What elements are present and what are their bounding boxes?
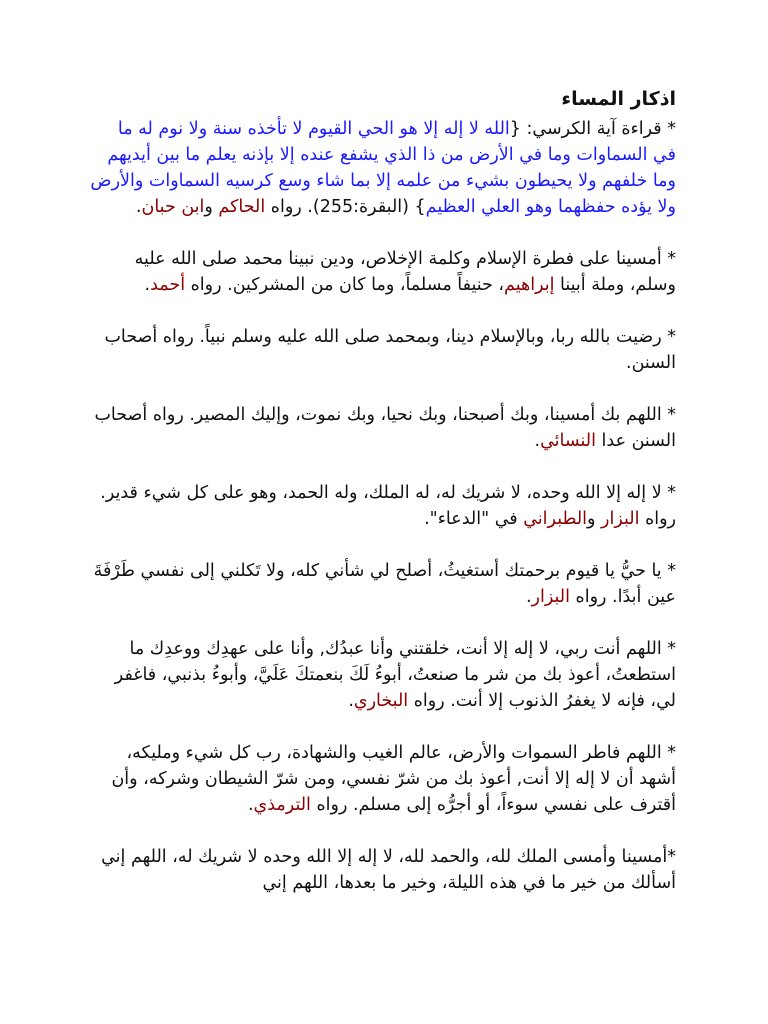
- paragraph-text: في "الدعاء".: [424, 509, 524, 529]
- dhikr-paragraph: [90, 402, 676, 454]
- dhikr-paragraph: [90, 844, 676, 896]
- paragraph-end: .: [135, 197, 142, 217]
- source-name: البزار: [601, 509, 640, 529]
- source-name: الترمذي: [253, 795, 311, 815]
- source-name: البزار: [531, 587, 570, 607]
- paragraph-end: .: [144, 275, 151, 295]
- paragraph-text: * يا حيُّ يا قيوم برحمتك أستغيثُ، أصلح لي شأني كله، ولا تَكلني إلى نفسي طَرْفَةَ عين أبدًا. رواه: [93, 561, 676, 607]
- paragraph-end: .: [534, 431, 541, 451]
- paragraph-text: ، حنيفاً مسلماً، وما كان من المشركين. رواه: [185, 275, 505, 295]
- paragraph-text: * اللهم فاطر السموات والأرض، عالم الغيب والشهادة، رب كل شيء ومليكه، أشهد أن لا إله إلا أنت, أعوذ بك من شرّ نفسي، ومن شرّ الشيطان وشركه، وأن أقترف على نفسي سوءاً، أو أجرُّه إلى مسلم. رواه: [111, 743, 676, 815]
- source-name: البخاري: [353, 691, 409, 711]
- page-title: اذكار المساء: [561, 88, 676, 110]
- dhikr-paragraph: [90, 636, 676, 714]
- paragraph-end: .: [247, 795, 254, 815]
- dhikr-paragraph: [90, 480, 676, 532]
- paragraph-lead: * قراءة آية الكرسي: {: [509, 119, 676, 139]
- paragraph-text: * رضيت بالله ربا، وبالإسلام دينا، وبمحمد صلى الله عليه وسلم نبياً. رواه أصحاب السنن.: [104, 327, 676, 373]
- paragraph-ref: } (البقرة:255). رواه: [265, 197, 426, 217]
- document-page: [90, 82, 676, 922]
- paragraph-text: * أمسينا على فطرة الإسلام وكلمة الإخلاص، ودين نبينا محمد صلى الله عليه وسلم، وملة أبينا: [134, 249, 676, 295]
- paragraph-text: * اللهم بك أمسينا، وبك أصبحنا، وبك نحيا، وبك نموت، وإليك المصير. رواه أصحاب السنن عدا: [94, 405, 676, 451]
- dhikr-paragraph: [90, 558, 676, 610]
- paragraph-text: *أمسينا وأمسى الملك لله، والحمد لله، لا إله إلا الله وحده لا شريك له، اللهم إني أسألك من خير ما في هذه الليلة، وخير ما بعدها، اللهم إني: [101, 847, 676, 893]
- ayah-text: الله لا إله إلا هو الحي القيوم لا تأخذه سنة ولا نوم له ما في السماوات وما في الأرض من ذا الذي يشفع عنده إلا بإذنه يعلم ما بين أيديهم وما خلفهم ولا يحيطون بشيء من علمه إلا بما شاء وسع كرسيه السماوات والأرض ولا يؤده حفظهما وهو العلي العظيم: [90, 119, 676, 217]
- source-name: إبراهيم: [504, 275, 555, 295]
- dhikr-ayat-al-kursi: [90, 116, 676, 220]
- source-name: أحمد: [150, 275, 186, 295]
- paragraph-end: .: [348, 691, 354, 711]
- source-name: ابن حبان: [141, 197, 205, 217]
- source-name: النسائي: [540, 431, 596, 451]
- dhikr-paragraph: [90, 246, 676, 298]
- dhikr-paragraph: [90, 740, 676, 818]
- conjunction: و: [204, 197, 219, 217]
- dhikr-paragraph: [90, 324, 676, 376]
- conjunction: و: [587, 509, 602, 529]
- paragraph-text: * اللهم أنت ربي، لا إله إلا أنت، خلقتني وأنا عبدُك, وأنا على عهدِك ووعدِك ما استطعتُ، أعوذ بك من شر ما صنعتُ، أبوءُ لَكَ بنعمتكَ عَلَيَّ، وأبوءُ بذنبي، فاغفر لي، فإنه لا يغفرُ الذنوب إلا أنت. رواه: [114, 639, 676, 711]
- source-name: الطبراني: [523, 509, 588, 529]
- source-name: الحاكم: [218, 197, 266, 217]
- paragraph-end: .: [525, 587, 532, 607]
- paragraph-text: * لا إله إلا الله وحده، لا شريك له، له الملك، وله الحمد، وهو على كل شيء قدير. رواه: [100, 483, 676, 529]
